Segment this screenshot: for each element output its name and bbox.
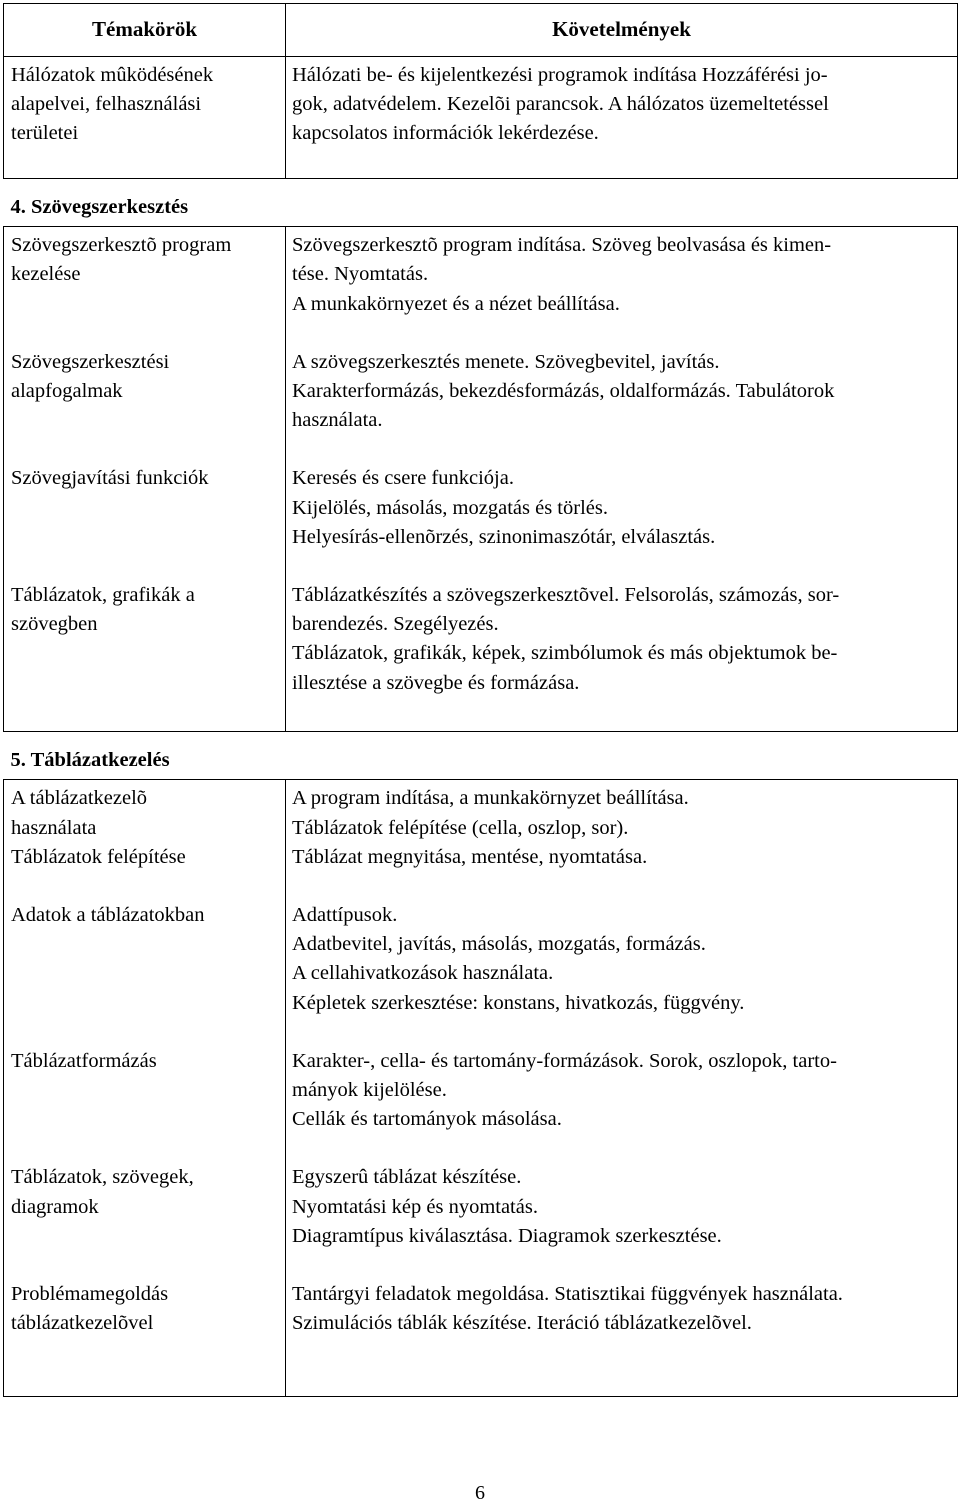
- topic-line: Táblázatok felépítése: [11, 845, 186, 868]
- topic-line: [11, 959, 279, 988]
- topic-line: [11, 1105, 279, 1134]
- topics-cell: [4, 780, 286, 1397]
- intro-requirement-cell: [286, 57, 958, 179]
- requirement-line: mányok kijelölése.: [292, 1079, 447, 1102]
- topic-block: [11, 581, 279, 698]
- requirement-line: Karakterformázás, bekezdésformázás, oldalformázás. Tabulátorok: [292, 380, 835, 403]
- requirement-line: Keresés és csere funkciója.: [292, 467, 514, 490]
- intro-row: [4, 57, 958, 179]
- requirement-line: Táblázatkészítés a szövegszerkesztõvel. Felsorolás, számozás, sor-: [292, 584, 840, 607]
- requirement-line: Adatbevitel, javítás, másolás, mozgatás, formázás.: [292, 933, 706, 956]
- requirement-line: Táblázatok felépítése (cella, oszlop, sor).: [292, 816, 629, 839]
- topic-line: [11, 523, 279, 552]
- requirement-line: barendezés. Szegélyezés.: [292, 613, 499, 636]
- requirements-cell: [286, 780, 958, 1397]
- topic-line: területei: [11, 122, 79, 145]
- requirement-line: Szimulációs táblák készítése. Iteráció táblázatkezelõvel.: [292, 1312, 752, 1335]
- requirement-line: Táblázatok, grafikák, képek, szimbólumok és más objektumok be-: [292, 642, 838, 665]
- topic-line: Szövegjavítási funkciók: [11, 467, 209, 490]
- topic-block: [11, 1163, 279, 1280]
- topic-line: [11, 290, 279, 319]
- section-content-row: [4, 227, 958, 732]
- page-number: 6: [475, 1482, 485, 1504]
- topic-line: Problémamegoldás: [11, 1283, 169, 1306]
- requirement-line: Szövegszerkesztõ program indítása. Szöveg beolvasása és kimen-: [292, 234, 832, 257]
- table-body: [4, 57, 958, 1397]
- topic-block: [11, 1047, 279, 1164]
- topic-line: Adatok a táblázatokban: [11, 904, 205, 927]
- requirement-line: A program indítása, a munkakörnyzet beállítása.: [292, 787, 689, 810]
- section-title: 5. Táblázatkezelés: [4, 732, 958, 780]
- section-title-row: [4, 732, 958, 780]
- requirement-line: kapcsolatos információk lekérdezése.: [292, 122, 599, 145]
- topic-line: Hálózatok mûködésének: [11, 64, 214, 86]
- topic-line: [11, 494, 279, 523]
- topic-line: alapfogalmak: [11, 380, 123, 403]
- topic-line: [11, 989, 279, 1018]
- requirement-block: [292, 784, 943, 901]
- requirement-line: Tantárgyi feladatok megoldása. Statisztikai függvények használata.: [292, 1283, 843, 1306]
- requirement-line: A munkakörnyezet és a nézet beállítása.: [292, 292, 620, 315]
- topic-line: kezelése: [11, 263, 81, 286]
- topic-block: [11, 231, 279, 348]
- topic-line: diagramok: [11, 1195, 99, 1218]
- section-title: 4. Szövegszerkesztés: [4, 179, 958, 227]
- requirement-block: [292, 1047, 943, 1164]
- requirement-block: [292, 901, 943, 1047]
- topic-line: A táblázatkezelõ: [11, 787, 148, 810]
- requirement-line: A szövegszerkesztés menete. Szövegbevitel, javítás.: [292, 350, 720, 373]
- topic-line: [11, 1076, 279, 1105]
- topic-line: [11, 930, 279, 959]
- header-requirements: Követelmények: [286, 4, 958, 57]
- topic-line: [11, 406, 279, 435]
- requirement-line: Hálózati be- és kijelentkezési programok indítása Hozzáférési jo-: [292, 64, 828, 86]
- topic-line: Táblázatok, szövegek,: [11, 1166, 194, 1189]
- requirement-block: [292, 464, 943, 581]
- topic-line: Táblázatok, grafikák a: [11, 584, 195, 607]
- topic-block: [11, 901, 279, 1047]
- requirement-block: [292, 231, 943, 348]
- requirement-line: Nyomtatási kép és nyomtatás.: [292, 1195, 538, 1218]
- topic-line: Táblázatformázás: [11, 1049, 157, 1072]
- requirement-line: tése. Nyomtatás.: [292, 263, 429, 286]
- topic-line: használata: [11, 816, 97, 839]
- header-topics: Témakörök: [4, 4, 286, 57]
- requirement-line: használata.: [292, 409, 383, 432]
- requirement-line: Diagramtípus kiválasztása. Diagramok szerkesztése.: [292, 1224, 722, 1247]
- topic-block: [11, 348, 279, 465]
- table-header-row: [4, 4, 958, 57]
- requirement-line: illesztése a szövegbe és formázása.: [292, 671, 580, 694]
- topic-block: [11, 464, 279, 581]
- topic-block: [11, 1280, 279, 1338]
- requirement-line: Táblázat megnyitása, mentése, nyomtatása.: [292, 845, 648, 868]
- section-title-row: [4, 179, 958, 227]
- curriculum-document: [3, 3, 957, 1397]
- topic-line: [11, 669, 279, 698]
- requirement-line: Kijelölés, másolás, mozgatás és törlés.: [292, 496, 608, 519]
- requirement-block: [292, 1280, 943, 1338]
- topic-line: [11, 1222, 279, 1251]
- requirement-line: Helyesírás-ellenõrzés, szinonimaszótár, elválasztás.: [292, 525, 716, 548]
- requirement-line: Egyszerû táblázat készítése.: [292, 1166, 522, 1189]
- requirement-block: [292, 1163, 943, 1280]
- topics-cell: [4, 227, 286, 732]
- topic-block: [11, 784, 279, 901]
- requirement-line: Karakter-, cella- és tartomány-formázások. Sorok, oszlopok, tarto-: [292, 1049, 837, 1072]
- topic-line: szövegben: [11, 613, 98, 636]
- intro-topic-cell: [4, 57, 286, 179]
- requirement-line: Képletek szerkesztése: konstans, hivatkozás, függvény.: [292, 991, 745, 1014]
- requirement-line: A cellahivatkozások használata.: [292, 962, 554, 985]
- topic-line: alapelvei, felhasználási: [11, 93, 202, 116]
- requirement-line: Adattípusok.: [292, 904, 398, 927]
- curriculum-table: [3, 3, 958, 1397]
- section-content-row: [4, 780, 958, 1397]
- requirement-block: [292, 581, 943, 698]
- requirements-cell: [286, 227, 958, 732]
- topic-line: [11, 639, 279, 668]
- topic-line: Szövegszerkesztõ program: [11, 234, 232, 257]
- requirement-block: [292, 348, 943, 465]
- topic-line: táblázatkezelõvel: [11, 1312, 154, 1335]
- topic-line: Szövegszerkesztési: [11, 350, 170, 373]
- requirement-line: Cellák és tartományok másolása.: [292, 1108, 562, 1131]
- requirement-line: gok, adatvédelem. Kezelõi parancsok. A hálózatos üzemeltetéssel: [292, 93, 829, 116]
